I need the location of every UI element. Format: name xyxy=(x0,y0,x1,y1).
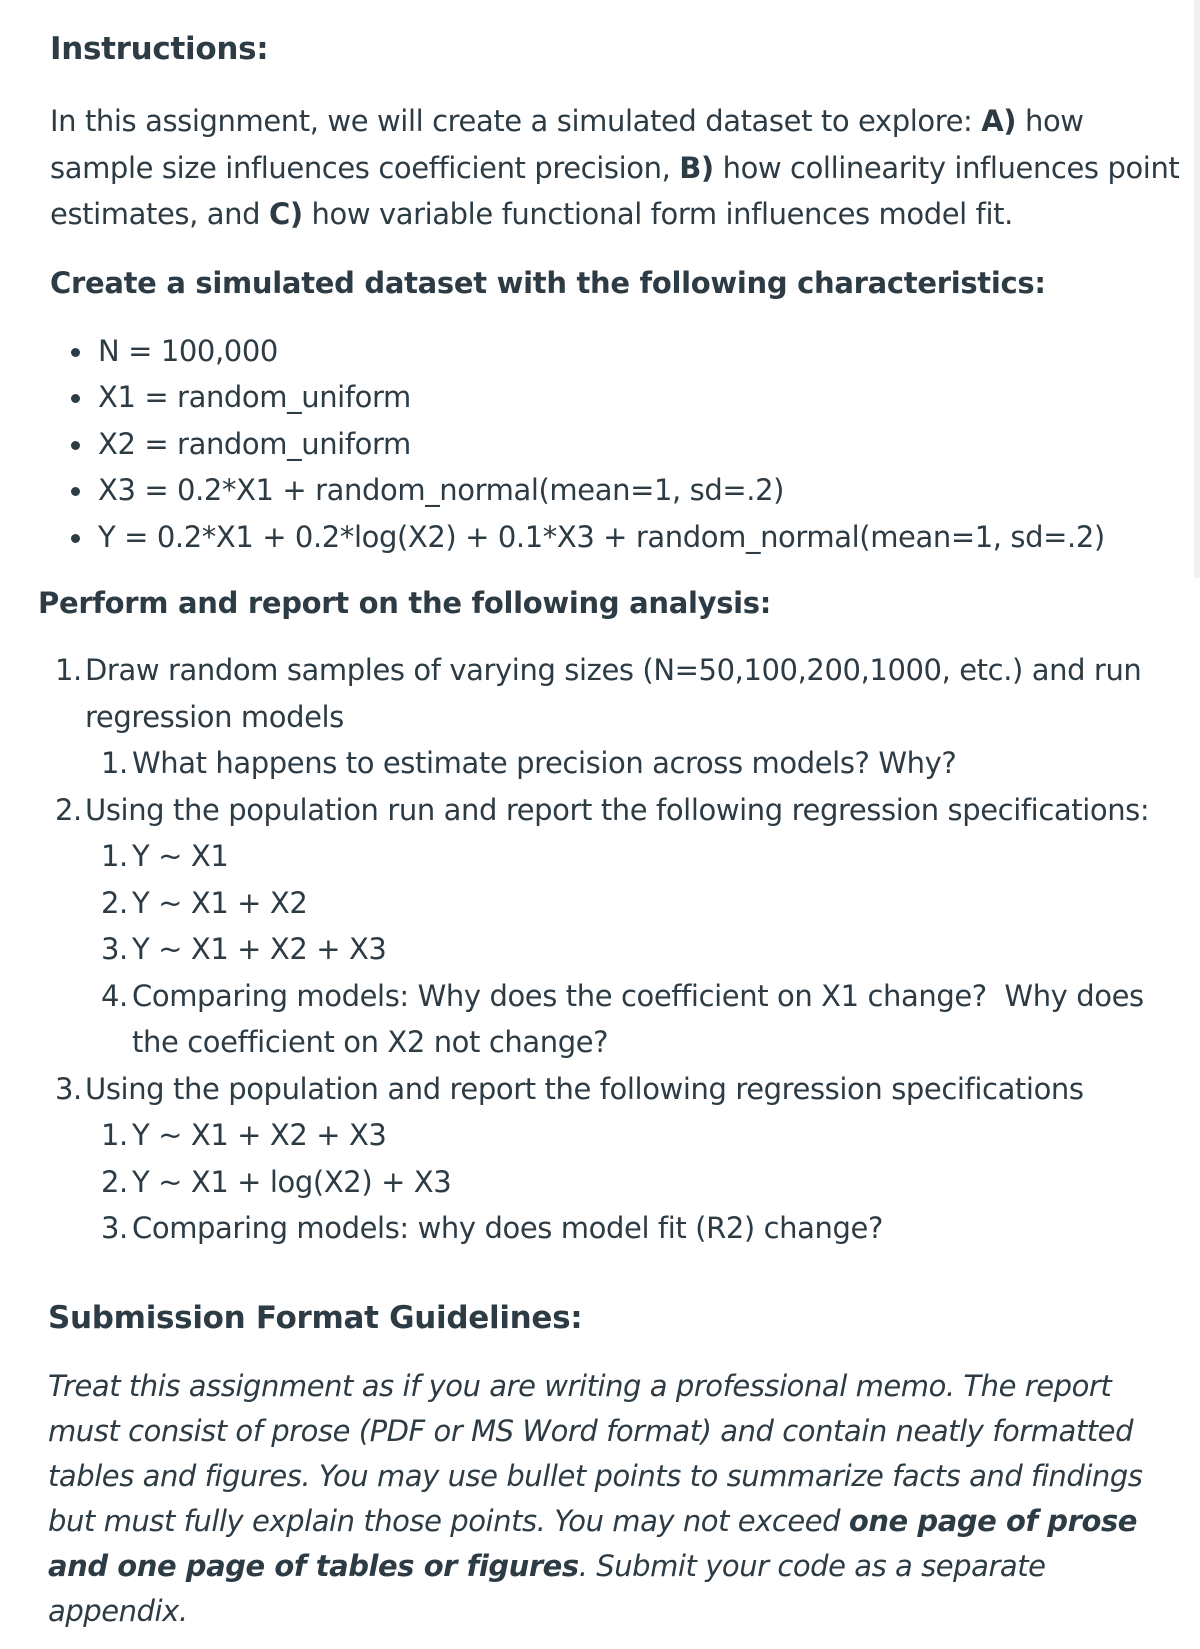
intro-text-b: how collinearity influences point estimates, and xyxy=(50,150,1180,231)
analysis-subitem-text: Comparing models: why does model fit (R2) change? xyxy=(132,1211,883,1245)
list-number: 2. xyxy=(101,885,128,920)
list-number: 3. xyxy=(101,1211,128,1245)
analysis-subitem-text: What happens to estimate precision across models? Why? xyxy=(132,746,957,780)
create-dataset-heading: Create a simulated dataset with the following characteristics: xyxy=(50,265,1046,300)
analysis-subitem-text: Y ~ X1 + X2 xyxy=(132,885,308,920)
intro-paragraph xyxy=(50,98,1180,238)
label-a: A) xyxy=(981,104,1017,138)
list-number: 2. xyxy=(101,1164,128,1199)
intro-text-a: how sample size influences coefficient precision, xyxy=(50,104,1084,185)
guidelines-text-end: . Submit your code as a separate appendix. xyxy=(48,1548,1046,1628)
analysis-subitem xyxy=(99,1205,1180,1252)
characteristic-item: X3 = 0.2*X1 + random_normal(mean=1, sd=.2) xyxy=(50,467,1180,514)
list-number: 2. xyxy=(55,792,82,827)
page-right-edge xyxy=(1194,0,1200,578)
analysis-subitem-text: Y ~ X1 + X2 + X3 xyxy=(132,932,387,966)
analysis-item-text: Using the population and report the following regression specifications xyxy=(85,1071,1084,1106)
analysis-item-text: Draw random samples of varying sizes (N=50,100,200,1000, etc.) and run regression models xyxy=(85,653,1142,734)
analysis-subitem-text: Y ~ X1 xyxy=(132,839,229,873)
analysis-subitem xyxy=(99,833,1180,880)
intro-text-c: how variable functional form influences model fit. xyxy=(302,197,1013,231)
label-c: C) xyxy=(268,197,303,231)
analysis-sublist xyxy=(99,740,1180,787)
list-number: 1. xyxy=(101,839,128,873)
perform-analysis-heading: Perform and report on the following analysis: xyxy=(38,586,772,620)
analysis-subitem xyxy=(99,880,1180,927)
analysis-item xyxy=(50,1066,1180,1252)
list-number: 3. xyxy=(55,1071,82,1106)
submission-guidelines-heading: Submission Format Guidelines: xyxy=(48,1299,583,1336)
analysis-list xyxy=(50,647,1180,1252)
analysis-subitem xyxy=(99,1112,1180,1159)
assignment-content xyxy=(38,26,1180,1634)
instructions-heading: Instructions: xyxy=(50,31,269,67)
analysis-subitem-text: Y ~ X1 + X2 + X3 xyxy=(132,1118,387,1152)
analysis-item xyxy=(50,647,1180,787)
guidelines-text: Treat this assignment as if you are writing a professional memo. The report must consist of prose (PDF or MS Word format) and contain neatly formatted tables and figures. You may use bullet points to summarize facts and findings but must fully explain those points. You may not exceed xyxy=(48,1368,1143,1538)
list-number: 3. xyxy=(101,932,128,966)
analysis-sublist xyxy=(99,1112,1180,1252)
characteristic-item: N = 100,000 xyxy=(50,328,1180,375)
analysis-sublist xyxy=(99,833,1180,1066)
analysis-subitem xyxy=(99,973,1180,1066)
characteristic-item: Y = 0.2*X1 + 0.2*log(X2) + 0.1*X3 + random_normal(mean=1, sd=.2) xyxy=(50,514,1180,561)
intro-text: In this assignment, we will create a simulated dataset to explore: xyxy=(50,104,982,138)
characteristic-item: X1 = random_uniform xyxy=(50,374,1180,421)
analysis-subitem xyxy=(99,1159,1180,1206)
analysis-item-text: Using the population run and report the following regression specifications: xyxy=(85,792,1150,827)
submission-guidelines-text xyxy=(48,1364,1180,1634)
list-number: 1. xyxy=(101,1118,128,1152)
analysis-subitem-text: Comparing models: Why does the coefficient on X1 change? Why does the coefficient on X2 not change? xyxy=(132,978,1144,1059)
list-number: 1. xyxy=(55,653,82,687)
list-number: 4. xyxy=(101,978,128,1013)
analysis-subitem-text: Y ~ X1 + log(X2) + X3 xyxy=(132,1164,452,1199)
characteristic-item: X2 = random_uniform xyxy=(50,421,1180,468)
characteristics-list xyxy=(50,328,1180,561)
analysis-item xyxy=(50,787,1180,1066)
analysis-subitem xyxy=(99,740,1180,787)
label-b: B) xyxy=(679,150,714,185)
list-number: 1. xyxy=(101,746,128,780)
page-limit-text: one page of prose and one page of tables or figures xyxy=(48,1503,1137,1583)
analysis-subitem xyxy=(99,926,1180,973)
